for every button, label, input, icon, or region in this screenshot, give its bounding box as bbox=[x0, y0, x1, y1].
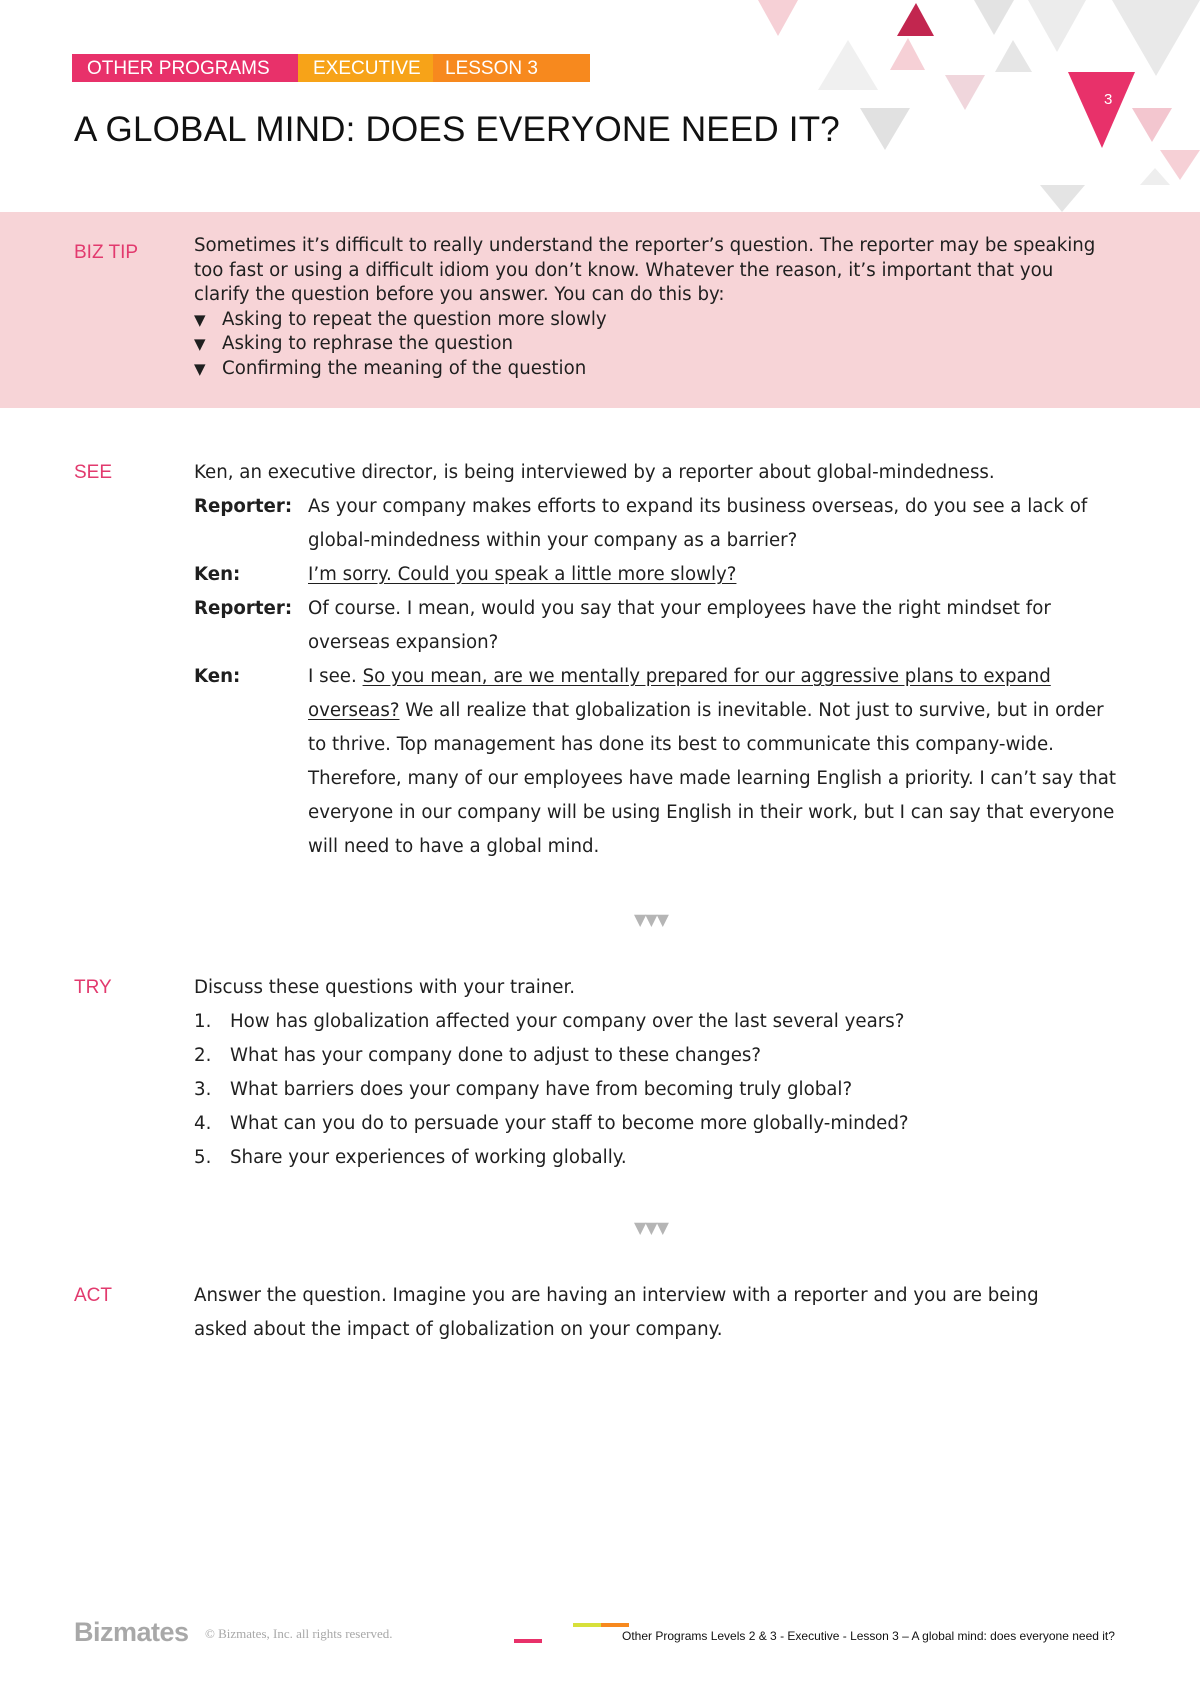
triangle-shape bbox=[1068, 72, 1135, 148]
bullet-text: Asking to repeat the question more slowly bbox=[222, 308, 607, 330]
dialogue-line-underlined: I’m sorry. Could you speak a little more slowly? bbox=[308, 564, 737, 585]
decorative-triangles bbox=[740, 0, 1200, 215]
speaker-ken: Ken: bbox=[194, 666, 241, 687]
biz-tip-text bbox=[194, 234, 1114, 381]
question-number: 5. bbox=[194, 1147, 212, 1168]
triangle-shape bbox=[860, 108, 910, 150]
dialogue-line: to thrive. Top management has done its best to communicate this company-wide. bbox=[308, 734, 1054, 755]
dialogue-line: Therefore, many of our employees have made learning English a priority. I can’t say that bbox=[308, 768, 1116, 789]
question-number: 4. bbox=[194, 1113, 212, 1134]
question-number: 2. bbox=[194, 1045, 212, 1066]
speaker-reporter: Reporter: bbox=[194, 598, 293, 619]
section-divider-icon: ▼▼▼ bbox=[634, 910, 668, 929]
biz-tip-line: too fast or using a difficult idiom you don’t know. Whatever the reason, it’s important that you bbox=[194, 259, 1054, 281]
program-tag-label: OTHER PROGRAMS bbox=[87, 58, 270, 79]
dialogue-line bbox=[308, 666, 1051, 687]
biz-tip-line: Sometimes it’s difficult to really understand the reporter’s question. The reporter may be speaking bbox=[194, 235, 1096, 256]
question-text: What can you do to persuade your staff to become more globally-minded? bbox=[230, 1113, 909, 1134]
triangle-shape bbox=[897, 3, 934, 36]
triangle-shape bbox=[1160, 150, 1200, 180]
bullet-triangle-icon: ▼ bbox=[194, 310, 206, 329]
act-line: asked about the impact of globalization on your company. bbox=[194, 1319, 723, 1340]
bizmates-logo: Bizmates bbox=[74, 1617, 189, 1647]
dialogue-line: global-mindedness within your company as a barrier? bbox=[308, 530, 798, 551]
page-number: 3 bbox=[1104, 91, 1113, 108]
act-label: ACT bbox=[74, 1285, 112, 1306]
triangle-shape bbox=[758, 0, 798, 36]
bullet-triangle-icon: ▼ bbox=[194, 359, 206, 378]
section-divider-icon: ▼▼▼ bbox=[634, 1218, 668, 1237]
triangle-shape bbox=[945, 75, 985, 110]
question-text: How has globalization affected your company over the last several years? bbox=[230, 1011, 905, 1032]
question-text: What has your company done to adjust to these changes? bbox=[230, 1045, 762, 1066]
biz-tip-bullet bbox=[194, 332, 1114, 357]
dialogue-line bbox=[308, 700, 1104, 721]
biz-tip-bullet bbox=[194, 308, 1114, 333]
triangle-shape bbox=[995, 40, 1032, 72]
footer-caption: Other Programs Levels 2 & 3 - Executive - Lesson 3 – A global mind: does everyone need it? bbox=[622, 1629, 1115, 1643]
dialogue-line: overseas expansion? bbox=[308, 632, 499, 653]
triangle-shape bbox=[890, 38, 925, 70]
dialogue-plain: I see. bbox=[308, 666, 363, 687]
executive-tag bbox=[298, 54, 590, 82]
lesson-tag-label: LESSON 3 bbox=[445, 58, 538, 79]
question-text: What barriers does your company have from becoming truly global? bbox=[230, 1079, 853, 1100]
see-label: SEE bbox=[74, 462, 113, 483]
dialogue-plain: We all realize that globalization is inevitable. Not just to survive, but in order bbox=[399, 700, 1104, 721]
dialogue-underlined: overseas? bbox=[308, 700, 400, 721]
triangle-shape bbox=[974, 0, 1014, 35]
speaker-ken: Ken: bbox=[194, 564, 241, 585]
act-line: Answer the question. Imagine you are having an interview with a reporter and you are being bbox=[194, 1285, 1039, 1306]
page-title: A GLOBAL MIND: DOES EVERYONE NEED IT? bbox=[74, 110, 840, 149]
biz-tip-label: BIZ TIP bbox=[74, 242, 139, 263]
bullet-text: Confirming the meaning of the question bbox=[222, 357, 587, 379]
triangle-shape bbox=[1040, 185, 1085, 212]
biz-tip-line: clarify the question before you answer. You can do this by: bbox=[194, 284, 725, 305]
program-tag bbox=[72, 54, 298, 82]
footer-accent-yellow bbox=[573, 1623, 601, 1627]
question-number: 1. bbox=[194, 1011, 212, 1032]
triangle-shape bbox=[1112, 0, 1200, 76]
triangle-shape bbox=[1140, 168, 1170, 185]
speaker-reporter: Reporter: bbox=[194, 496, 293, 517]
question-text: Share your experiences of working globally. bbox=[230, 1147, 627, 1168]
dialogue-line: As your company makes efforts to expand its business overseas, do you see a lack of bbox=[308, 496, 1088, 517]
question-number: 3. bbox=[194, 1079, 212, 1100]
see-intro: Ken, an executive director, is being interviewed by a reporter about global-mindedness. bbox=[194, 462, 995, 483]
dialogue-underlined: So you mean, are we mentally prepared for our aggressive plans to expand bbox=[362, 666, 1051, 687]
triangle-shape bbox=[818, 40, 878, 90]
try-intro: Discuss these questions with your trainer. bbox=[194, 977, 576, 998]
bullet-triangle-icon: ▼ bbox=[194, 335, 206, 353]
copyright-text: © Bizmates, Inc. all rights reserved. bbox=[205, 1626, 393, 1641]
dialogue-line: will need to have a global mind. bbox=[308, 836, 600, 857]
biz-tip-bullet bbox=[194, 357, 1114, 382]
footer-accent-orange bbox=[601, 1623, 629, 1627]
bullet-text: Asking to rephrase the question bbox=[222, 333, 514, 354]
triangle-shape bbox=[1132, 108, 1172, 142]
lesson-tag bbox=[433, 54, 590, 82]
dialogue-line: everyone in our company will be using English in their work, but I can say that everyone bbox=[308, 802, 1115, 823]
footer-accent-pink bbox=[514, 1639, 542, 1643]
try-label: TRY bbox=[74, 977, 112, 998]
triangle-shape bbox=[1028, 0, 1086, 52]
dialogue-line: Of course. I mean, would you say that your employees have the right mindset for bbox=[308, 598, 1051, 619]
executive-tag-label: EXECUTIVE bbox=[313, 58, 421, 79]
